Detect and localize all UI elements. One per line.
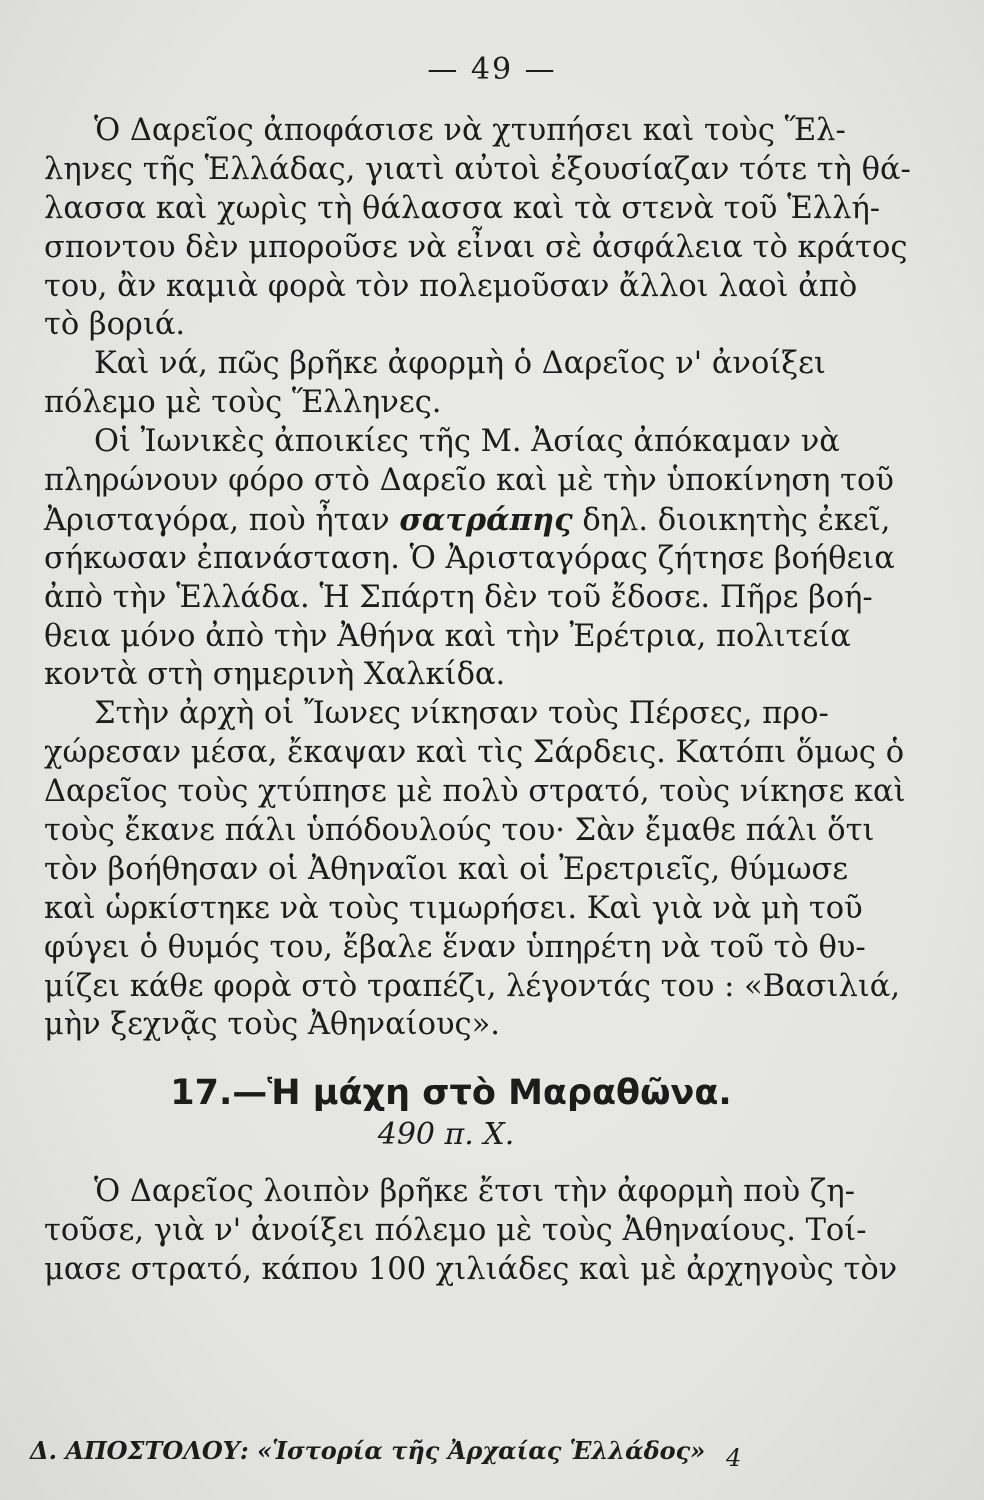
text-line: καὶ ὡρκίστηκε νὰ τοὺς τιμωρήσει. Καὶ γιὰ νὰ μὴ τοῦ bbox=[44, 890, 863, 926]
footer-imprint: Δ. ΑΠΟΣΤΟΛΟΥ: «Ἱστορία τῆς Ἀρχαίας Ἑλλάδος» bbox=[30, 1436, 706, 1465]
section-heading: 17.—Ἡ μάχη στὸ Μαραθῶνα. bbox=[170, 1073, 732, 1114]
text-line: Δαρεῖος τοὺς χτύπησε μὲ πολὺ στρατό, τοὺς νίκησε καὶ bbox=[44, 774, 906, 810]
text-line: τὸ βοριά. bbox=[44, 307, 186, 343]
text-line: χώρεσαν μέσα, ἔκαψαν καὶ τὶς Σάρδεις. Κατόπι ὅμως ὁ bbox=[44, 735, 905, 771]
text-line: τοῦσε, γιὰ ν' ἀνοίξει πόλεμο μὲ τοὺς Ἀθηναίους. Τοί- bbox=[44, 1213, 867, 1249]
text-line: Ὁ Δαρεῖος ἀποφάσισε νὰ χτυπήσει καὶ τοὺς Ἕλ- bbox=[94, 113, 846, 148]
signature-mark: 4 bbox=[726, 1444, 742, 1472]
text-line: ληνες τῆς Ἑλλάδας, γιατὶ αὐτοὶ ἐξουσίαζαν τότε τὴ θά- bbox=[44, 151, 911, 187]
page-body bbox=[44, 112, 911, 1290]
emphasized-term: σατράπης bbox=[399, 501, 573, 538]
paragraph bbox=[44, 345, 826, 423]
section-date: 490 π. Χ. bbox=[377, 1117, 515, 1153]
text-line: μασε στρατό, κάπου 100 χιλιάδες καὶ μὲ ἀρχηγοὺς τὸν bbox=[44, 1252, 898, 1288]
text-line: τοὺς ἔκανε πάλι ὑπόδουλούς του· Σὰν ἔμαθε πάλι ὅτι bbox=[44, 813, 875, 849]
text-line: θεια μόνο ἀπὸ τὴν Ἀθήνα καὶ τὴν Ἐρέτρια, πολιτεία bbox=[44, 618, 851, 654]
text-line: Στὴν ἀρχὴ οἱ Ἴωνες νίκησαν τοὺς Πέρσες, προ- bbox=[94, 696, 829, 732]
text-line: τὸν βοήθησαν οἱ Ἀθηναῖοι καὶ οἱ Ἐρετριεῖς, θύμωσε bbox=[44, 851, 849, 887]
paragraph bbox=[44, 1173, 898, 1290]
text-line: μίζει κάθε φορὰ στὸ τραπέζι, λέγοντάς του : «Βασιλιά, bbox=[44, 968, 901, 1004]
text-line: του, ἂν καμιὰ φορὰ τὸν πολεμοῦσαν ἄλλοι λαοὶ ἀπὸ bbox=[44, 268, 858, 304]
paragraph bbox=[44, 423, 895, 695]
text-line: λασσα καὶ χωρὶς τὴ θάλασσα καὶ τὰ στενὰ τοῦ Ἑλλή- bbox=[44, 190, 881, 226]
text-line: κοντὰ στὴ σημερινὴ Χαλκίδα. bbox=[44, 657, 506, 693]
paragraph bbox=[44, 695, 906, 1045]
text-line: Ἀρισταγόρα, ποὺ ἦταν σατράπης δηλ. διοικητὴς ἐκεῖ, bbox=[44, 501, 891, 538]
text-line: Ὁ Δαρεῖος λοιπὸν βρῆκε ἔτσι τὴν ἀφορμὴ ποὺ ζη- bbox=[94, 1174, 855, 1210]
text-line: Καὶ νά, πῶς βρῆκε ἀφορμὴ ὁ Δαρεῖος ν' ἀνοίξει bbox=[94, 346, 826, 382]
text-line: πόλεμο μὲ τοὺς Ἕλληνες. bbox=[44, 385, 442, 421]
text-line: Οἱ Ἰωνικὲς ἀποικίες τῆς Μ. Ἀσίας ἀπόκαμαν νὰ bbox=[94, 424, 840, 460]
text-line: σποντου δὲν μποροῦσε νὰ εἶναι σὲ ἀσφάλεια τὸ κράτος bbox=[44, 229, 908, 265]
text-line: φύγει ὁ θυμός του, ἔβαλε ἕναν ὑπηρέτη νὰ τοῦ τὸ θυ- bbox=[44, 929, 866, 965]
text-line: σήκωσαν ἐπανάσταση. Ὁ Ἀρισταγόρας ζήτησε βοήθεια bbox=[44, 540, 895, 576]
page-number: — 49 — bbox=[427, 52, 557, 87]
text-line: ἀπὸ τὴν Ἑλλάδα. Ἡ Σπάρτη δὲν τοῦ ἔδοσε. Πῆρε βοή- bbox=[44, 579, 873, 615]
text-line: πληρώνουν φόρο στὸ Δαρεῖο καὶ μὲ τὴν ὑποκίνηση τοῦ bbox=[44, 463, 894, 499]
text-line: μὴν ξεχνᾷς τοὺς Ἀθηναίους». bbox=[44, 1007, 500, 1043]
paragraph bbox=[44, 112, 911, 345]
